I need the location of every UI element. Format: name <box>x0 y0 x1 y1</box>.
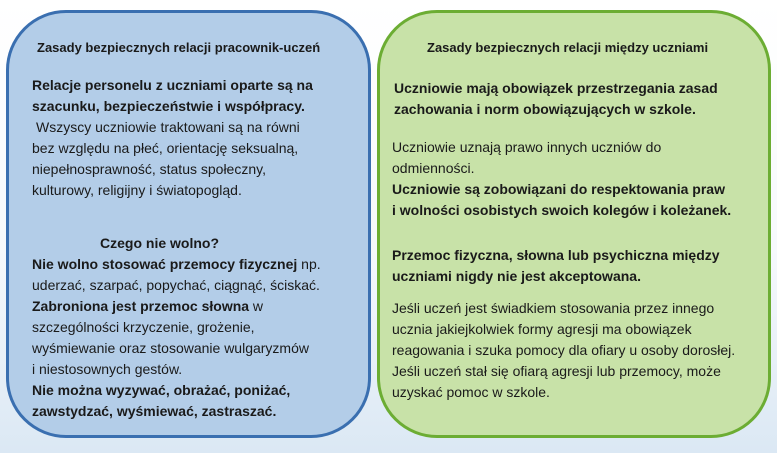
right-panel-title: Zasady bezpiecznych relacji między uczniami <box>427 40 709 55</box>
rule-verbal-violence <box>32 296 321 317</box>
left-intro-text-line: Wszyscy uczniowie traktowani są na równi <box>36 119 300 135</box>
left-intro-text-line: niepełnosprawność, status społeczny, <box>32 161 266 177</box>
right-para-violence-line: Przemoc fizyczna, słowna lub psychiczna między <box>392 247 720 263</box>
rule-physical-violence <box>32 254 321 275</box>
rule-verbal-violence-line: szczególności krzyczenie, grożenie, <box>32 319 255 335</box>
rule-physical-violence-text: np. <box>297 256 321 272</box>
staff-student-rules-panel <box>6 10 371 438</box>
left-intro-text <box>32 117 300 201</box>
right-para-help-line: Jeśli uczeń stał się ofiarą agresji lub przemocy, może <box>392 363 721 379</box>
left-intro-text-line: kulturowy, religijny i światopogląd. <box>32 182 242 198</box>
right-para-respect <box>392 137 731 221</box>
left-panel-title: Zasady bezpiecznych relacji pracownik-uczeń <box>37 40 321 55</box>
right-para-help-line: reagowania i szuka pomocy dla ofiary u osoby dorosłej. <box>392 342 736 358</box>
right-para-respect-line: odmienności. <box>392 160 475 176</box>
prohibitions-heading: Czego nie wolno? <box>100 235 219 251</box>
right-para-obligation <box>394 78 718 120</box>
right-para-help-line: uzyskać pomoc w szkole. <box>392 384 550 400</box>
rule-insults-line: zawstydzać, wyśmiewać, zastraszać. <box>32 403 277 419</box>
right-para-help-line: Jeśli uczeń jest świadkiem stosowania przez innego <box>392 300 715 316</box>
student-student-rules-panel <box>377 10 771 438</box>
rule-verbal-violence-text: w <box>249 298 264 314</box>
right-para-obligation-line: zachowania i norm obowiązujących w szkole. <box>394 101 696 117</box>
right-para-respect-bold-line: i wolności osobistych swoich kolegów i koleżanek. <box>392 202 732 218</box>
right-para-violence <box>392 245 720 287</box>
left-intro-bold-line: szacunku, bezpieczeństwie i współpracy. <box>32 98 305 114</box>
rule-insults-line: Nie można wyzywać, obrażać, poniżać, <box>32 382 291 398</box>
right-para-respect-line: Uczniowie uznają prawo innych uczniów do <box>392 139 662 155</box>
rule-physical-violence-examples: uderzać, szarpać, popychać, ciągnąć, ściskać. <box>32 277 320 293</box>
right-para-obligation-line: Uczniowie mają obowiązek przestrzegania zasad <box>394 80 718 96</box>
right-para-respect-bold-line: Uczniowie są zobowiązani do respektowania praw <box>392 181 725 197</box>
rule-physical-violence-bold: Nie wolno stosować przemocy fizycznej <box>32 256 298 272</box>
left-intro-bold-line: Relacje personelu z uczniami oparte są na <box>32 77 313 93</box>
rule-verbal-violence-line: i niestosownych gestów. <box>32 361 183 377</box>
right-para-help-line: ucznia jakiejkolwiek formy agresji ma obowiązek <box>392 321 692 337</box>
rule-verbal-violence-line: wyśmiewanie oraz stosowanie wulgaryzmów <box>32 340 309 356</box>
left-intro-bold <box>32 75 313 117</box>
left-intro-text-line: bez względu na płeć, orientację seksualną, <box>32 140 299 156</box>
right-para-help <box>392 298 735 403</box>
rule-verbal-violence-bold: Zabroniona jest przemoc słowna <box>32 298 250 314</box>
prohibitions-list <box>32 254 321 422</box>
right-para-violence-line: uczniami nigdy nie jest akceptowana. <box>392 268 641 284</box>
